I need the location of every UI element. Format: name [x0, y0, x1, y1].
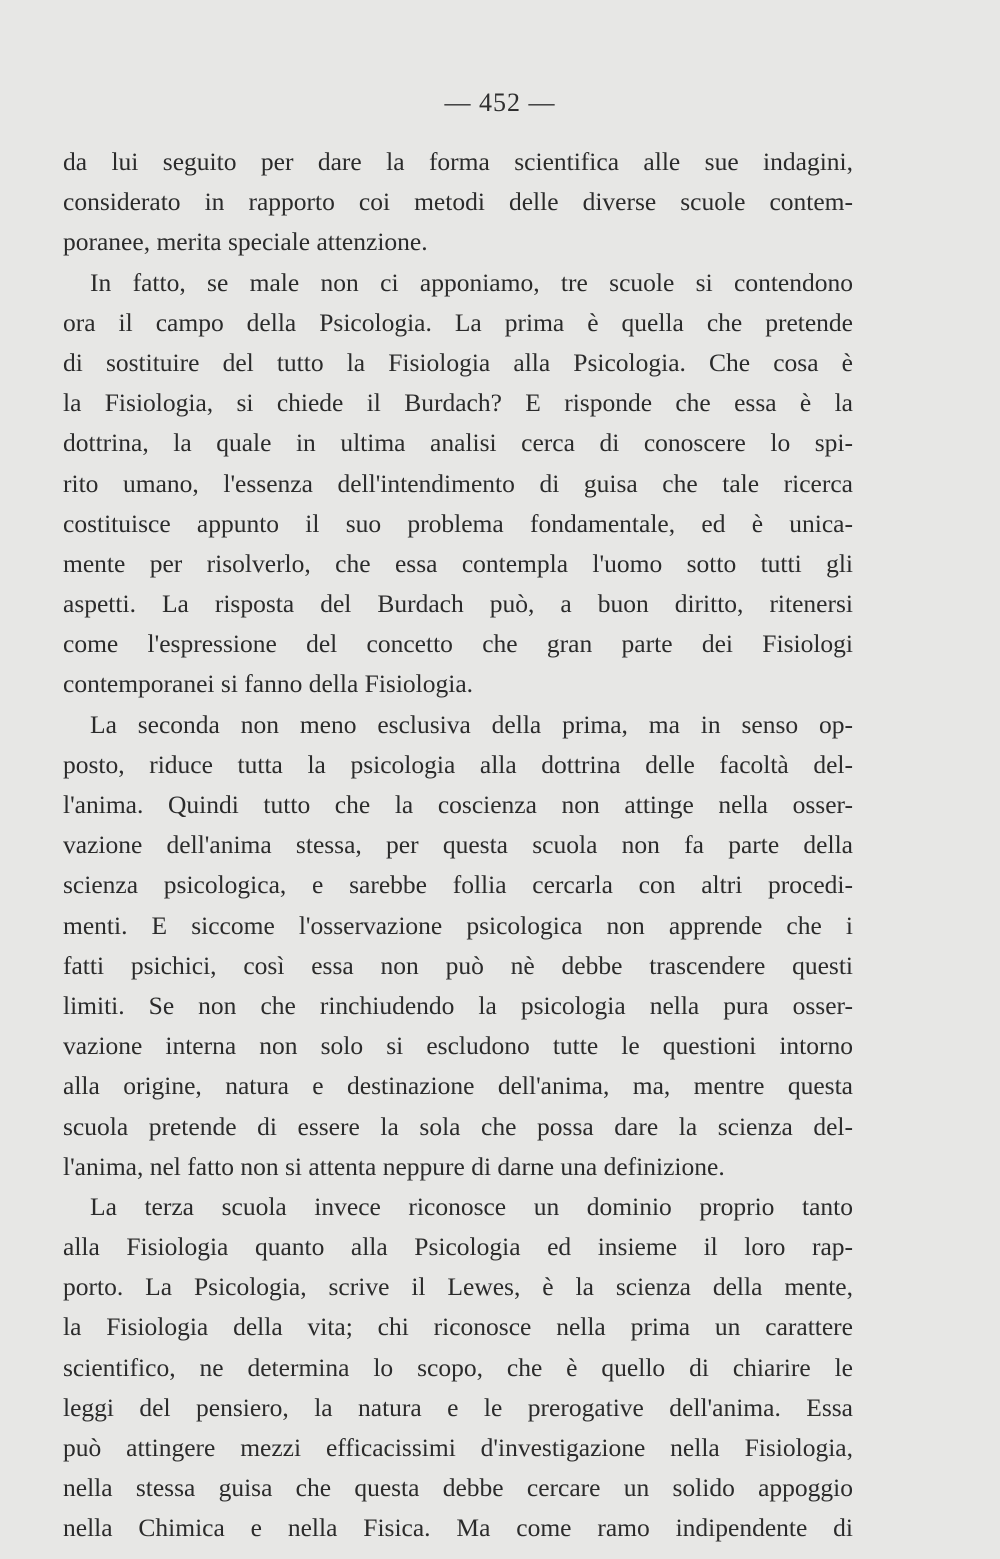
- text-line: come l'espressione del concetto che gran parte dei Fisiologi: [63, 629, 853, 659]
- text-line: poranee, merita speciale attenzione.: [63, 227, 428, 257]
- text-line: leggi del pensiero, la natura e le prerogative dell'anima. Essa: [63, 1392, 853, 1422]
- text-line: la Fisiologia della vita; chi riconosce nella prima un carattere: [63, 1312, 853, 1342]
- text-line: scuola pretende di essere la sola che possa dare la scienza del-: [63, 1111, 853, 1141]
- text-line: alla origine, natura e destinazione dell'anima, ma, mentre questa: [63, 1071, 853, 1101]
- text-line: vazione dell'anima stessa, per questa scuola non fa parte della: [63, 830, 853, 860]
- text-line: di sostituire del tutto la Fisiologia alla Psicologia. Che cosa è: [63, 347, 853, 377]
- page-number: — 452 —: [444, 88, 556, 117]
- text-line: posto, riduce tutta la psicologia alla dottrina delle facoltà del-: [63, 749, 853, 779]
- text-line: può attingere mezzi efficacissimi d'investigazione nella Fisiologia,: [63, 1433, 853, 1462]
- text-line: menti. E siccome l'osservazione psicologica non apprende che i: [63, 910, 853, 940]
- text-line: da lui seguito per dare la forma scientifica alle sue indagini,: [63, 147, 853, 176]
- text-line: vazione interna non solo si escludono tutte le questioni intorno: [63, 1031, 853, 1061]
- text-line: costituisce appunto il suo problema fondamentale, ed è unica-: [63, 508, 853, 538]
- text-line: scienza psicologica, e sarebbe follia cercarla con altri procedi-: [63, 870, 853, 900]
- text-line: mente per risolverlo, che essa contempla l'uomo sotto tutti gli: [63, 548, 853, 578]
- text-line: l'anima. Quindi tutto che la coscienza non attinge nella osser-: [63, 790, 853, 819]
- body-text: [63, 142, 853, 1549]
- text-line: fatti psichici, così essa non può nè debbe trascendere questi: [63, 950, 853, 980]
- text-line: dottrina, la quale in ultima analisi cerca di conoscere lo spi-: [63, 428, 853, 458]
- text-line: nella stessa guisa che questa debbe cercare un solido appoggio: [63, 1473, 853, 1503]
- text-line: La seconda non meno esclusiva della prima, ma in senso op-: [90, 709, 853, 739]
- text-line: alla Fisiologia quanto alla Psicologia ed insieme il loro rap-: [63, 1232, 853, 1262]
- text-line: l'anima, nel fatto non si attenta neppure di darne una definizione.: [63, 1151, 725, 1181]
- text-line: ora il campo della Psicologia. La prima è quella che pretende: [63, 307, 853, 337]
- text-line: contemporanei si fanno della Fisiologia.: [63, 669, 474, 699]
- text-line: limiti. Se non che rinchiudendo la psicologia nella pura osser-: [63, 990, 853, 1020]
- text-line: la Fisiologia, si chiede il Burdach? E risponde che essa è la: [63, 388, 853, 418]
- text-line: scientifico, ne determina lo scopo, che è quello di chiarire le: [63, 1352, 853, 1382]
- text-line: porto. La Psicologia, scrive il Lewes, è la scienza della mente,: [63, 1272, 853, 1302]
- text-line: In fatto, se male non ci apponiamo, tre scuole si contendono: [90, 267, 853, 297]
- text-line: aspetti. La risposta del Burdach può, a buon diritto, ritenersi: [63, 589, 853, 619]
- text-line: nella Chimica e nella Fisica. Ma come ramo indipendente di: [63, 1513, 853, 1543]
- text-line: La terza scuola invece riconosce un dominio proprio tanto: [90, 1191, 853, 1221]
- text-line: rito umano, l'essenza dell'intendimento di guisa che tale ricerca: [63, 468, 853, 498]
- text-line: considerato in rapporto coi metodi delle diverse scuole contem-: [63, 187, 853, 217]
